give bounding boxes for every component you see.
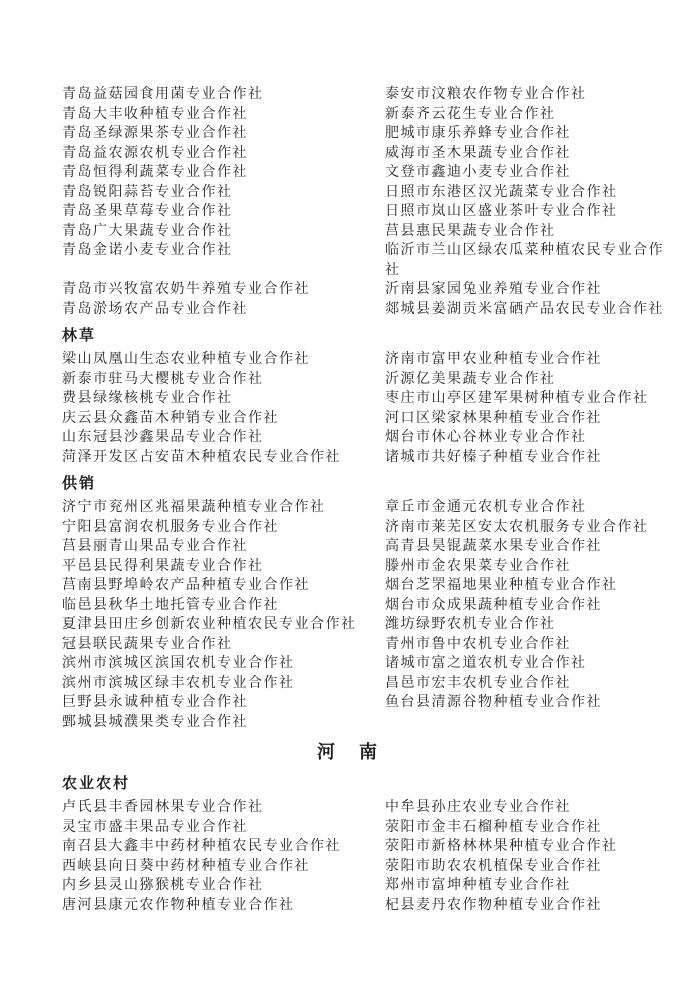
- table-row: [62, 818, 665, 838]
- cooperative-name: 郯城县姜湖贡米富硒产品农民专业合作社: [385, 300, 664, 317]
- cooperative-name: 青岛益农源农机专业合作社: [62, 144, 248, 161]
- cooperative-name: 杞县麦丹农作物种植专业合作社: [385, 896, 602, 913]
- table-row: [62, 85, 665, 105]
- table-row: [62, 654, 665, 674]
- table-row: [62, 876, 665, 896]
- cooperative-name: 潍坊绿野农机专业合作社: [385, 616, 556, 632]
- cooperative-name: 莒南县野埠岭农产品种植专业合作社: [62, 577, 310, 593]
- cooperative-name: 文登市鑫迪小麦专业合作社: [385, 164, 571, 180]
- cooperative-name: 青岛恒得利蔬菜专业合作社: [62, 164, 248, 180]
- table-row: [62, 350, 665, 370]
- cooperative-name: 唐河县康元农作物种植专业合作社: [62, 896, 295, 913]
- cooperative-name: 新泰市驻马大樱桃专业合作社: [62, 370, 264, 387]
- table-row: [62, 144, 665, 164]
- cooperative-name: 青岛大丰收种植专业合作社: [62, 105, 248, 122]
- cooperative-name: 诸城市共好榛子种植专业合作社: [385, 448, 602, 465]
- cooperative-name: 鱼台县清源谷物种植专业合作社: [385, 694, 602, 710]
- table-row: [62, 163, 665, 183]
- cooperative-name: 青岛金诺小麦专业合作社: [62, 242, 233, 258]
- cooperative-name: 高青县昊锟蔬菜水果专业合作社: [385, 538, 602, 554]
- table-row: [62, 857, 665, 877]
- section-header: 林草: [62, 326, 97, 344]
- cooperative-name: 荥阳市助农农机植保专业合作社: [385, 857, 602, 874]
- table-row: [62, 183, 665, 203]
- cooperative-name: 青岛圣绿源果茶专业合作社: [62, 125, 248, 141]
- cooperative-name: 青岛锐阳蒜苔专业合作社: [62, 183, 233, 200]
- cooperative-name: 烟台芝罘福地果业种植专业合作社: [385, 577, 618, 593]
- cooperative-name: 青州市鲁中农机专业合作社: [385, 635, 571, 652]
- table-row: [62, 576, 665, 596]
- cooperative-name: 郑州市富坤种植专业合作社: [385, 877, 571, 893]
- cooperative-name: 青岛益菇园食用菌专业合作社: [62, 86, 264, 102]
- table-row: [62, 202, 665, 222]
- table-row: [62, 635, 665, 655]
- cooperative-name: 济南市莱芜区安太农机服务专业合作社: [385, 518, 649, 535]
- cooperative-name: 济南市富甲农业种植专业合作社: [385, 351, 602, 367]
- cooperative-name: 沂南县家园兔业养殖专业合作社: [385, 281, 602, 297]
- cooperative-name: 济宁市兖州区兆福果蔬种植专业合作社: [62, 499, 326, 515]
- cooperative-name: 泰安市汶粮农作物专业合作社: [385, 86, 587, 102]
- cooperative-name: 青岛市兴牧富农奶牛养殖专业合作社: [62, 281, 310, 297]
- cooperative-name: 临邑县秋华土地托管专业合作社: [62, 596, 279, 613]
- cooperative-name: 昌邑市宏丰农机专业合作社: [385, 674, 571, 691]
- cooperative-name: 莒县丽青山果品专业合作社: [62, 538, 248, 554]
- table-row: [62, 713, 665, 733]
- region-header: 河 南: [317, 742, 380, 763]
- table-row: [62, 896, 665, 916]
- cooperative-name: 烟台市休心谷林业专业合作社: [385, 429, 587, 445]
- cooperative-name: 荥阳市金丰石榴种植专业合作社: [385, 818, 602, 835]
- table-row: [62, 280, 665, 300]
- table-row: [62, 537, 665, 557]
- table-row: [62, 674, 665, 694]
- cooperative-name: 巨野县永诚种植专业合作社: [62, 694, 248, 710]
- table-row: [62, 300, 665, 320]
- cooperative-name: 河口区梁家林果种植专业合作社: [385, 409, 602, 426]
- cooperative-name: 滨州市滨城区滨国农机专业合作社: [62, 655, 295, 671]
- cooperative-name: 烟台市众成果蔬种植专业合作社: [385, 596, 602, 613]
- table-row: [62, 615, 665, 635]
- cooperative-name: 诸城市富之道农机专业合作社: [385, 655, 587, 671]
- cooperative-name: 灵宝市盛丰果品专业合作社: [62, 818, 248, 835]
- table-row: [62, 105, 665, 125]
- cooperative-name: 日照市岚山区盛业茶叶专业合作社: [385, 203, 618, 219]
- cooperative-name: 章丘市金通元农机专业合作社: [385, 499, 587, 515]
- table-row: [62, 448, 665, 468]
- table-row: [62, 798, 665, 818]
- cooperative-name: 冠县联民蔬果专业合作社: [62, 635, 233, 652]
- cooperative-name: 内乡县灵山猕猴桃专业合作社: [62, 877, 264, 893]
- cooperative-name: 枣庄市山亭区建军果树种植专业合作社: [385, 390, 649, 406]
- cooperative-name: 威海市圣木果蔬专业合作社: [385, 144, 571, 161]
- cooperative-name: 卢氏县丰香园林果专业合作社: [62, 799, 264, 815]
- cooperative-name: 鄄城县城濮果类专业合作社: [62, 713, 248, 730]
- table-row: [62, 596, 665, 616]
- section-header: 供销: [62, 474, 97, 492]
- cooperative-name: 滨州市滨城区绿丰农机专业合作社: [62, 674, 295, 691]
- cooperative-name: 山东冠县沙鑫果品专业合作社: [62, 429, 264, 445]
- cooperative-name: 肥城市康乐养蜂专业合作社: [385, 125, 571, 141]
- cooperative-name: 夏津县田庄乡创新农业种植农民专业合作社: [62, 616, 357, 632]
- cooperative-name: 宁阳县富润农机服务专业合作社: [62, 518, 279, 535]
- cooperative-name: 菏泽开发区占安苗木种植农民专业合作社: [62, 448, 341, 465]
- cooperative-name: 费县绿缘核桃专业合作社: [62, 390, 233, 406]
- table-row: [62, 837, 665, 857]
- table-row: [62, 222, 665, 242]
- table-row: [62, 124, 665, 144]
- cooperative-name: 中牟县孙庄农业专业合作社: [385, 799, 571, 815]
- cooperative-name: 西峡县向日葵中药材种植专业合作社: [62, 857, 310, 874]
- cooperative-name: 青岛淤场农产品专业合作社: [62, 300, 248, 317]
- table-row: [62, 518, 665, 538]
- cooperative-name: 梁山凤凰山生态农业种植专业合作社: [62, 351, 310, 367]
- cooperative-name: 荥阳市新格林林果种植专业合作社: [385, 838, 618, 854]
- cooperative-name: 日照市东港区汉光蔬菜专业合作社: [385, 183, 618, 200]
- table-row: [62, 498, 665, 518]
- cooperative-name: 南召县大鑫丰中药材种植农民专业合作社: [62, 838, 341, 854]
- cooperative-name: 青岛圣果草莓专业合作社: [62, 203, 233, 219]
- cooperative-name: 庆云县众鑫苗木种销专业合作社: [62, 409, 279, 426]
- table-row: [62, 241, 665, 280]
- table-row: [62, 370, 665, 390]
- table-row: [62, 428, 665, 448]
- cooperative-name: 临沂市兰山区绿农瓜菜种植农民专业合作社: [385, 242, 664, 278]
- table-row: [62, 389, 665, 409]
- cooperative-name: 沂源亿美果蔬专业合作社: [385, 370, 556, 387]
- cooperative-name: 新泰齐云花生专业合作社: [385, 105, 556, 122]
- cooperative-name: 平邑县民得利果蔬专业合作社: [62, 557, 264, 574]
- table-row: [62, 693, 665, 713]
- cooperative-name: 青岛广大果蔬专业合作社: [62, 222, 233, 239]
- cooperative-name: 滕州市金农果菜专业合作社: [385, 557, 571, 574]
- cooperative-name: 莒县惠民果蔬专业合作社: [385, 222, 556, 239]
- section-header: 农业农村: [62, 774, 131, 792]
- table-row: [62, 557, 665, 577]
- table-row: [62, 409, 665, 429]
